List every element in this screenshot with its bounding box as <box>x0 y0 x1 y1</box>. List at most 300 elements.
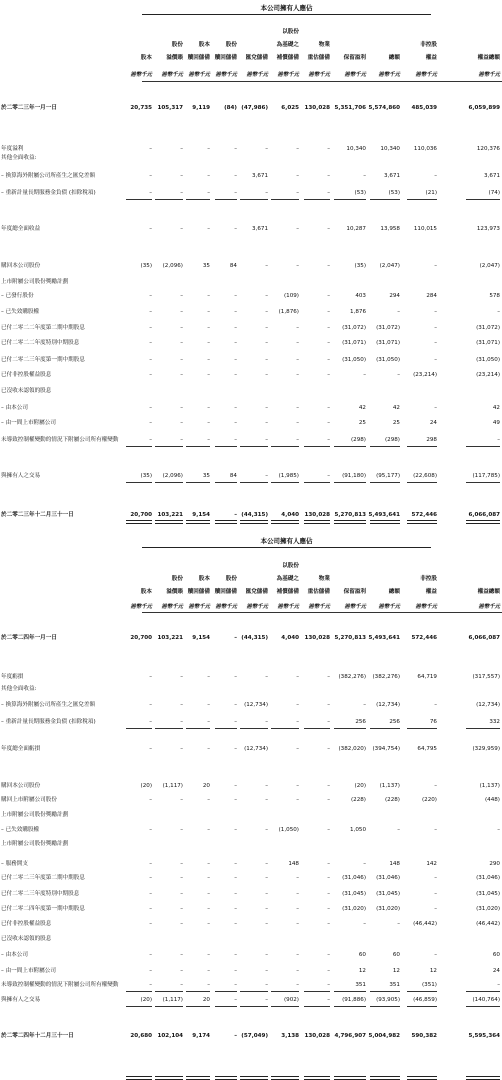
unit-label: 港幣千元 <box>415 72 437 78</box>
cell-share_capital: 20,680 <box>130 1033 152 1039</box>
cell-share_capital: – <box>149 372 152 378</box>
group-header: 本公司擁有人應佔 <box>142 536 431 548</box>
subtotal-rule <box>186 991 210 992</box>
cell-total: (93,905) <box>376 997 400 1003</box>
table-row <box>0 104 502 112</box>
total-double-rule <box>334 520 366 524</box>
cell-retained: (35) <box>354 263 366 269</box>
cell-property_reval: 130,028 <box>304 635 330 641</box>
cell-retained: (31,071) <box>342 340 366 346</box>
subtotal-rule <box>334 482 366 483</box>
cell-total: (31,071) <box>376 340 400 346</box>
cell-treasury: – <box>234 875 237 881</box>
cell-equity_total: (117,785) <box>472 473 500 479</box>
cell-total: 12 <box>392 968 400 974</box>
cell-capital_reserve: 35 <box>202 473 210 479</box>
cell-fx_reserve: – <box>265 190 268 196</box>
cell-fx_reserve: – <box>265 952 268 958</box>
cell-nci: 572,446 <box>411 512 437 518</box>
column-header-line: 匯兌儲備 <box>245 55 268 61</box>
row-label: – 由一間上市附屬公司 <box>1 420 56 426</box>
row-label: 年度總全面收益 <box>1 226 41 232</box>
unit-label: 港幣千元 <box>215 72 237 78</box>
cell-share_comp: – <box>296 906 299 912</box>
cell-property_reval: – <box>327 325 330 331</box>
cell-share_comp: – <box>296 190 299 196</box>
cell-share_capital: – <box>149 420 152 426</box>
column-header-line: 股份 <box>171 42 183 48</box>
cell-nci: 572,446 <box>411 635 437 641</box>
cell-property_reval: – <box>327 420 330 426</box>
column-header-line: 股份 <box>171 576 183 582</box>
total-double-rule <box>370 520 400 524</box>
cell-share_premium: (2,096) <box>162 263 183 269</box>
cell-total: – <box>397 921 400 927</box>
cell-total: 3,671 <box>383 173 400 179</box>
cell-share_comp: – <box>296 746 299 752</box>
subtotal-rule <box>186 1006 210 1007</box>
row-label: – 換算海外附屬公司所產生之匯兌差額 <box>1 702 96 708</box>
cell-share_capital: (20) <box>140 997 152 1003</box>
cell-total: 5,004,982 <box>368 1033 400 1039</box>
cell-capital_reserve: – <box>207 702 210 708</box>
cell-nci: (23,214) <box>413 372 437 378</box>
column-header-line: 股本 <box>140 589 152 595</box>
subtotal-rule <box>215 1006 237 1007</box>
cell-share_premium: (2,096) <box>162 473 183 479</box>
cell-share_comp: – <box>296 357 299 363</box>
table-row <box>0 935 502 943</box>
column-header-line: 非控股 <box>420 576 437 582</box>
total-double-rule <box>215 520 237 524</box>
cell-retained: (382,276) <box>338 674 366 680</box>
cell-retained: (31,072) <box>342 325 366 331</box>
cell-share_premium: – <box>180 719 183 725</box>
cell-share_comp: – <box>296 674 299 680</box>
cell-fx_reserve: – <box>265 783 268 789</box>
cell-share_premium: – <box>180 861 183 867</box>
row-label: – 已發行股份 <box>1 293 34 299</box>
cell-equity_total: (2,047) <box>479 263 500 269</box>
subtotal-rule <box>334 991 366 992</box>
cell-capital_reserve: – <box>207 405 210 411</box>
cell-share_comp: (109) <box>283 293 299 299</box>
table-row <box>0 172 502 180</box>
cell-property_reval: – <box>327 702 330 708</box>
cell-capital_reserve: – <box>207 861 210 867</box>
cell-nci: (351) <box>421 982 437 988</box>
cell-capital_reserve: – <box>207 827 210 833</box>
cell-total: (382,276) <box>372 674 400 680</box>
header-rule <box>142 81 502 82</box>
table-row <box>0 371 502 379</box>
header-rule <box>142 612 502 613</box>
table-row <box>0 826 502 834</box>
row-label: 已付二零二三年度第二期中期股息 <box>1 875 85 881</box>
cell-share_capital: – <box>149 340 152 346</box>
cell-treasury: – <box>234 173 237 179</box>
cell-treasury: – <box>234 827 237 833</box>
cell-nci: (220) <box>421 797 437 803</box>
cell-property_reval: – <box>327 309 330 315</box>
cell-fx_reserve: – <box>265 861 268 867</box>
cell-share_premium: – <box>180 746 183 752</box>
table-row <box>0 472 502 480</box>
unit-label: 港幣千元 <box>188 72 210 78</box>
row-label: 已沒收未認領的股息 <box>1 388 52 394</box>
cell-share_capital: – <box>149 746 152 752</box>
cell-total: 5,493,641 <box>368 635 400 641</box>
cell-retained: 256 <box>355 719 366 725</box>
cell-treasury: – <box>234 325 237 331</box>
cell-share_premium: – <box>180 437 183 443</box>
row-label: – 重新計量長期服務金負債 (扣除稅項) <box>1 190 96 196</box>
column-header-line: 重估儲備 <box>307 55 330 61</box>
cell-share_premium: 103,221 <box>157 512 183 518</box>
unit-label: 港幣千元 <box>478 604 500 610</box>
cell-fx_reserve: – <box>265 906 268 912</box>
cell-retained: (53) <box>354 190 366 196</box>
cell-fx_reserve: – <box>265 420 268 426</box>
cell-fx_reserve: – <box>265 891 268 897</box>
cell-nci: 64,719 <box>417 674 437 680</box>
cell-capital_reserve: – <box>207 309 210 315</box>
cell-share_capital: – <box>149 827 152 833</box>
total-double-rule <box>240 520 268 524</box>
column-header-line: 非控股 <box>420 42 437 48</box>
cell-share_comp: – <box>296 702 299 708</box>
cell-property_reval: – <box>327 437 330 443</box>
table-row <box>0 673 502 681</box>
cell-nci: – <box>434 952 437 958</box>
cell-share_premium: – <box>180 357 183 363</box>
column-header-line: 以股份 <box>282 563 299 569</box>
subtotal-rule <box>126 446 152 447</box>
cell-fx_reserve: – <box>265 340 268 346</box>
cell-share_comp: (1,050) <box>278 827 299 833</box>
table-row <box>0 511 502 519</box>
cell-share_capital: (35) <box>140 473 152 479</box>
subtotal-rule <box>304 991 330 992</box>
cell-treasury: – <box>234 309 237 315</box>
cell-equity_total: – <box>497 982 500 988</box>
row-label: – 由一間上市附屬公司 <box>1 968 56 974</box>
table-row <box>0 387 502 395</box>
column-header-line: 贖回儲備 <box>187 55 210 61</box>
cell-retained: 12 <box>358 968 366 974</box>
cell-share_capital: – <box>149 173 152 179</box>
cell-nci: – <box>434 875 437 881</box>
cell-property_reval: 130,028 <box>304 1033 330 1039</box>
column-header-line: 補償儲備 <box>276 55 299 61</box>
cell-capital_reserve: – <box>207 968 210 974</box>
cell-retained: 5,270,813 <box>334 512 366 518</box>
unit-label: 港幣千元 <box>246 72 268 78</box>
cell-share_capital: – <box>149 674 152 680</box>
table-row <box>0 145 502 153</box>
subtotal-rule <box>240 728 268 729</box>
cell-capital_reserve: – <box>207 746 210 752</box>
cell-treasury: – <box>234 437 237 443</box>
cell-fx_reserve: (47,986) <box>241 105 268 111</box>
table-row <box>0 262 502 270</box>
cell-equity_total: 332 <box>489 719 500 725</box>
subtotal-rule <box>407 991 437 992</box>
cell-share_comp: – <box>296 437 299 443</box>
subtotal-rule <box>126 199 152 200</box>
unit-label: 港幣千元 <box>277 604 299 610</box>
cell-property_reval: – <box>327 674 330 680</box>
subtotal-rule <box>304 482 330 483</box>
total-double-rule <box>407 520 437 524</box>
cell-property_reval: – <box>327 861 330 867</box>
cell-capital_reserve: – <box>207 340 210 346</box>
cell-treasury: – <box>234 952 237 958</box>
cell-treasury: – <box>234 997 237 1003</box>
cell-share_premium: – <box>180 952 183 958</box>
subtotal-rule <box>215 728 237 729</box>
cell-capital_reserve: – <box>207 146 210 152</box>
group-header: 本公司擁有人應佔 <box>142 3 431 15</box>
table-row <box>0 292 502 300</box>
cell-share_capital: – <box>149 146 152 152</box>
cell-treasury: – <box>234 746 237 752</box>
cell-total: – <box>397 827 400 833</box>
cell-share_premium: – <box>180 340 183 346</box>
cell-share_comp: – <box>296 405 299 411</box>
row-label: 已付二零二三年度特別中期股息 <box>1 891 80 897</box>
column-header-line: 匯兌儲備 <box>245 589 268 595</box>
row-label: 於二零二四年十二月三十一日 <box>1 1033 74 1039</box>
cell-nci: – <box>434 783 437 789</box>
cell-capital_reserve: – <box>207 674 210 680</box>
cell-capital_reserve: – <box>207 372 210 378</box>
subtotal-rule <box>240 1006 268 1007</box>
column-header-line: 股份 <box>225 42 237 48</box>
cell-nci: – <box>434 891 437 897</box>
subtotal-rule <box>271 482 299 483</box>
cell-share_comp: 6,025 <box>281 105 299 111</box>
cell-total: (1,137) <box>379 783 400 789</box>
subtotal-rule <box>370 1006 400 1007</box>
unit-label: 港幣千元 <box>161 604 183 610</box>
row-label: 未導致控制權變動的情況下附屬公司所有權變動 <box>1 982 119 988</box>
subtotal-rule <box>271 1006 299 1007</box>
cell-fx_reserve: – <box>265 437 268 443</box>
cell-total: 25 <box>392 420 400 426</box>
cell-capital_reserve: – <box>207 875 210 881</box>
cell-fx_reserve: (44,315) <box>241 635 268 641</box>
total-double-rule <box>126 520 152 524</box>
row-label: – 由本公司 <box>1 405 28 411</box>
cell-share_premium: – <box>180 875 183 881</box>
cell-treasury: – <box>234 293 237 299</box>
cell-capital_reserve: – <box>207 437 210 443</box>
cell-fx_reserve: – <box>265 309 268 315</box>
unit-label: 港幣千元 <box>188 604 210 610</box>
cell-capital_reserve: – <box>207 420 210 426</box>
column-header-line: 補償儲備 <box>276 589 299 595</box>
cell-share_capital: (35) <box>140 263 152 269</box>
cell-nci: 12 <box>429 968 437 974</box>
cell-retained: (20) <box>354 783 366 789</box>
cell-treasury: – <box>234 190 237 196</box>
table-row <box>0 356 502 364</box>
row-label: – 重新計量長期服務金負債 (扣除稅項) <box>1 719 96 725</box>
subtotal-rule <box>186 728 210 729</box>
unit-label: 港幣千元 <box>130 604 152 610</box>
cell-fx_reserve: – <box>265 982 268 988</box>
cell-property_reval: – <box>327 827 330 833</box>
cell-capital_reserve: 9,119 <box>192 105 210 111</box>
cell-fx_reserve: – <box>265 827 268 833</box>
cell-share_comp: 4,040 <box>281 512 299 518</box>
cell-nci: 284 <box>426 293 437 299</box>
subtotal-rule <box>370 991 400 992</box>
subtotal-rule <box>304 728 330 729</box>
row-label: 購回本公司股份 <box>1 263 41 269</box>
table-row <box>0 404 502 412</box>
cell-retained: (298) <box>350 437 366 443</box>
table-row <box>0 890 502 898</box>
subtotal-rule <box>155 728 183 729</box>
cell-share_comp: 3,138 <box>281 1033 299 1039</box>
cell-share_comp: – <box>296 797 299 803</box>
cell-treasury: 84 <box>229 473 237 479</box>
cell-fx_reserve: – <box>265 719 268 725</box>
cell-retained: (382,020) <box>338 746 366 752</box>
cell-total: 10,340 <box>380 146 400 152</box>
cell-share_premium: – <box>180 702 183 708</box>
cell-share_comp: 4,040 <box>281 635 299 641</box>
subtotal-rule <box>271 446 299 447</box>
cell-fx_reserve: – <box>265 405 268 411</box>
cell-total: – <box>397 372 400 378</box>
row-label: 已付二零二二年度特別中期股息 <box>1 340 80 346</box>
column-header-line: 為基礎之 <box>276 576 299 582</box>
cell-retained: – <box>363 921 366 927</box>
cell-capital_reserve: – <box>207 325 210 331</box>
column-header-line: 贖回儲備 <box>187 589 210 595</box>
cell-share_premium: – <box>180 226 183 232</box>
row-label: 於二零二四年一月一日 <box>1 635 57 641</box>
cell-treasury: – <box>234 357 237 363</box>
cell-treasury: 84 <box>229 263 237 269</box>
cell-treasury: – <box>234 1033 237 1039</box>
cell-equity_total: – <box>497 437 500 443</box>
row-label: 年度虧損 <box>1 674 24 680</box>
subtotal-rule <box>334 199 366 200</box>
table-row <box>0 996 502 1004</box>
table-row <box>0 811 502 819</box>
cell-nci: – <box>434 702 437 708</box>
subtotal-rule <box>215 199 237 200</box>
unit-label: 港幣千元 <box>378 604 400 610</box>
row-label: 年度溢利 <box>1 146 24 152</box>
cell-fx_reserve: – <box>265 968 268 974</box>
cell-share_premium: – <box>180 309 183 315</box>
row-label: 上市附屬公司股份獎勵計劃 <box>1 841 69 847</box>
subtotal-rule <box>186 446 210 447</box>
cell-share_premium: (1,117) <box>162 783 183 789</box>
subtotal-rule <box>334 728 366 729</box>
cell-share_comp: – <box>296 173 299 179</box>
subtotal-rule <box>407 446 437 447</box>
total-double-rule <box>155 520 183 524</box>
cell-retained: – <box>363 173 366 179</box>
unit-label: 港幣千元 <box>308 604 330 610</box>
cell-total: (95,177) <box>376 473 400 479</box>
cell-capital_reserve: 9,174 <box>192 1033 210 1039</box>
cell-property_reval: – <box>327 473 330 479</box>
cell-share_premium: 105,317 <box>157 105 183 111</box>
cell-retained: (31,046) <box>342 875 366 881</box>
cell-treasury: – <box>234 906 237 912</box>
cell-equity_total: 3,671 <box>483 173 500 179</box>
cell-property_reval: – <box>327 797 330 803</box>
cell-equity_total: 5,595,364 <box>468 1033 500 1039</box>
unit-label: 港幣千元 <box>308 72 330 78</box>
cell-total: 5,493,641 <box>368 512 400 518</box>
row-label: 與擁有人之交易 <box>1 997 41 1003</box>
cell-share_capital: 20,700 <box>130 512 152 518</box>
subtotal-rule <box>334 446 366 447</box>
cell-property_reval: – <box>327 906 330 912</box>
cell-share_capital: 20,735 <box>130 105 152 111</box>
column-header-line: 股本 <box>198 576 210 582</box>
cell-retained: (91,180) <box>342 473 366 479</box>
cell-share_capital: – <box>149 968 152 974</box>
cell-fx_reserve: (57,049) <box>241 1033 268 1039</box>
subtotal-rule <box>271 728 299 729</box>
cell-property_reval: – <box>327 783 330 789</box>
column-header-line: 贖回儲備 <box>214 589 237 595</box>
row-label: – 由本公司 <box>1 952 28 958</box>
cell-share_premium: – <box>180 906 183 912</box>
cell-share_comp: – <box>296 982 299 988</box>
total-double-rule <box>271 520 299 524</box>
cell-equity_total: (23,214) <box>476 372 500 378</box>
cell-total: (31,050) <box>376 357 400 363</box>
subtotal-rule <box>466 991 500 992</box>
cell-capital_reserve: – <box>207 173 210 179</box>
subtotal-rule <box>370 482 400 483</box>
cell-retained: 25 <box>358 420 366 426</box>
cell-retained: 351 <box>355 982 366 988</box>
cell-share_capital: – <box>149 405 152 411</box>
cell-fx_reserve: – <box>265 263 268 269</box>
unit-label: 港幣千元 <box>344 604 366 610</box>
cell-fx_reserve: – <box>265 473 268 479</box>
cell-nci: (21) <box>425 190 437 196</box>
cell-equity_total: (31,072) <box>476 325 500 331</box>
cell-capital_reserve: – <box>207 982 210 988</box>
cell-fx_reserve: – <box>265 372 268 378</box>
column-header-line: 物業 <box>318 42 330 48</box>
subtotal-rule <box>240 991 268 992</box>
total-double-rule <box>466 520 500 524</box>
row-label: 年度總全面虧損 <box>1 746 41 752</box>
column-header-line: 物業 <box>318 576 330 582</box>
row-label: 於二零二三年一月一日 <box>1 105 57 111</box>
cell-share_premium: – <box>180 827 183 833</box>
cell-treasury: – <box>234 982 237 988</box>
cell-property_reval: – <box>327 952 330 958</box>
cell-share_capital: – <box>149 891 152 897</box>
unit-label: 港幣千元 <box>478 72 500 78</box>
cell-nci: (46,442) <box>413 921 437 927</box>
table-row <box>0 308 502 316</box>
